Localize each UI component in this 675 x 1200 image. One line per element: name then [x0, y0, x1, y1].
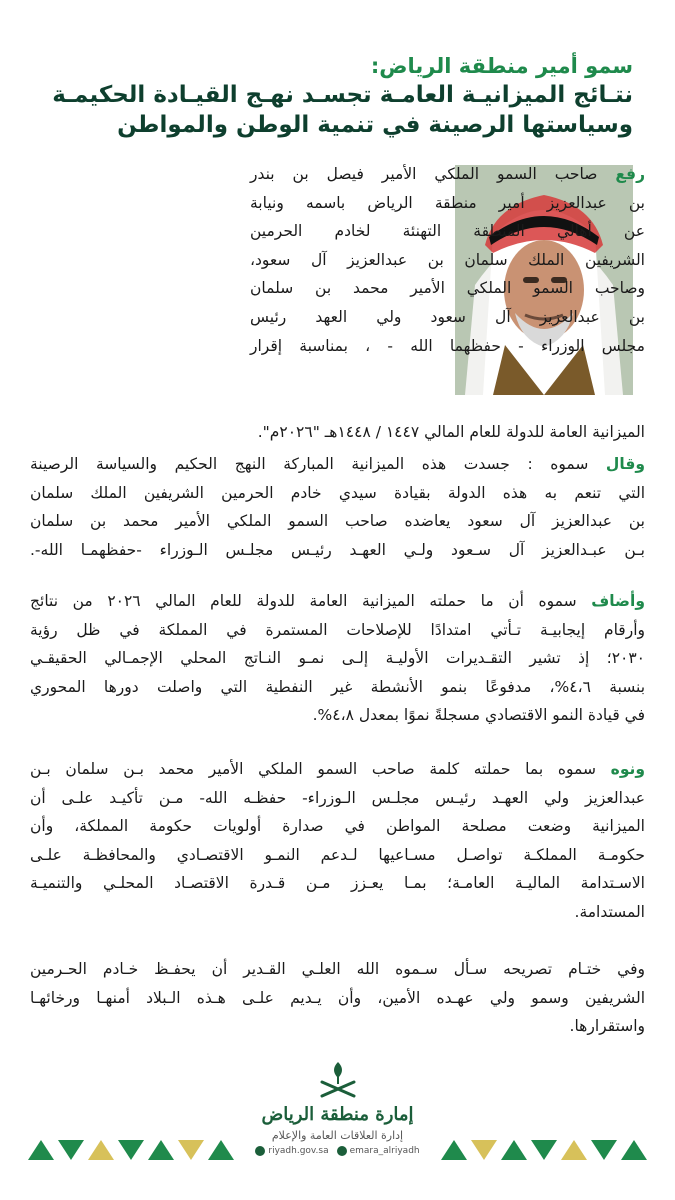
social-handle-link[interactable]: [337, 1146, 420, 1156]
intro-lead: رفع: [615, 165, 645, 183]
saudi-emblem-icon: [316, 1060, 360, 1100]
headline: [30, 52, 633, 140]
para4-line-3: الميزانية وضعت مصلحة المواطن في صدارة أولويات حكومة المملكة، وأن: [30, 817, 645, 836]
para3-line-5: في قيادة النمو الاقتصادي مسجلةً نموًا بمعدل ٤،٨%.: [312, 706, 645, 725]
intro-line-1: صاحب السمو الملكي الأمير فيصل بن بندر: [250, 165, 598, 183]
intro-paragraph-top: [250, 160, 645, 360]
para5-line-1: وفي ختـام تصريحه سـأل سـموه الله العلـي القـدير أن يحفـظ خـادم الحـرمين: [30, 960, 645, 978]
para2-line-1: سموه : جسدت هذه الميزانية المباركة النهج الحكيم والسياسة الرصينة: [30, 455, 589, 473]
intro-line-6: بن عبدالعزيز آل سعود ولي العهد رئيس: [250, 307, 645, 326]
para3-line-2: وأرقام إيجابيـة تـأتي امتدادًا للإصلاحات المستمرة في المملكة في ظل رؤية: [30, 620, 645, 639]
decor-triangle: [471, 1140, 497, 1160]
decor-triangles-left: [28, 1140, 234, 1180]
decor-triangle: [28, 1140, 54, 1160]
social-handle-text: emara_alriyadh: [349, 1146, 420, 1156]
paragraph-5: [30, 955, 645, 1041]
decor-triangles-right: [441, 1140, 647, 1180]
paragraph-2: [30, 450, 645, 564]
headline-title-line-2: وسياستها الرصينة في تنمية الوطن والمواطن: [117, 112, 633, 138]
para4-line-4: حكومـة المملكـة تواصـل مسـاعيها لـدعم النمـو الاقتصـادي والمحافظـة علـى: [30, 845, 645, 864]
para4-line-2: عبدالعزيز ولي العهـد رئيـس مجلـس الـوزراء- حفظـه الله- مـن تأكيـد علـى أن: [30, 788, 645, 807]
paragraph-4: [30, 755, 645, 927]
decor-triangle: [591, 1140, 617, 1160]
social-icons: [337, 1146, 347, 1156]
para4-line-5: الاسـتدامة الماليـة العامـة؛ بمـا يعـزز مـن قـدرة الاقتصـاد المحلـي والتنميـة: [30, 874, 645, 893]
footer-logo: [228, 1060, 448, 1156]
para4-line-6: المستدامة.: [574, 902, 645, 921]
para2-line-3: بن عبدالعزيز آل سعود يعاضده صاحب السمو الملكي الأمير محمد بن سلمان: [30, 512, 645, 531]
para3-lead: وأضاف: [591, 592, 645, 610]
footer-contacts: [228, 1146, 448, 1156]
para2-line-4: بـن عبـدالعزيز آل سـعود ولـي العهـد رئيـس مجلـس الـوزراء -حفظهمـا الله-.: [30, 540, 645, 559]
decor-triangle: [621, 1140, 647, 1160]
department-name: إمارة منطقة الرياض: [261, 1104, 414, 1125]
globe-icon: [255, 1146, 265, 1156]
intro-line-4: الشريفين الملك سلمان بن عبدالعزيز آل سعود،: [250, 250, 645, 269]
intro-line-3: عن أهالي المنطقة التهنئة لخادم الحرمين: [250, 222, 645, 241]
para3-line-1: سموه أن ما حملته الميزانية العامة للدولة للعام المالي ٢٠٢٦ من نتائج: [30, 592, 577, 610]
para5-line-3: واستقرارها.: [569, 1017, 645, 1036]
para3-line-3: ٢٠٣٠؛ إذ تشير التقـديرات الأوليـة إلـى نمـو النـاتج المحلي الإجمـالي الحقيقـي: [30, 649, 645, 668]
website-text: riyadh.gov.sa: [268, 1146, 329, 1156]
intro-line-5: وصاحب السمو الملكي الأمير محمد بن سلمان: [250, 279, 645, 298]
paragraph-3: [30, 587, 645, 730]
decor-triangle: [531, 1140, 557, 1160]
para2-line-2: التي تنعم به هذه الدولة بقيادة سيدي خادم الحرمين الشريفين الملك سلمان: [30, 483, 645, 502]
para5-line-2: الشريفين وسمو ولي عهـده الأمين، وأن يـديم علـى هـذه الـبلاد أمنهـا ورخائهـا: [30, 988, 645, 1007]
intro-paragraph-bottom: [30, 418, 645, 447]
decor-triangle: [88, 1140, 114, 1160]
para4-lead: ونوه: [610, 760, 645, 778]
decor-triangle: [58, 1140, 84, 1160]
decor-triangle: [118, 1140, 144, 1160]
para3-line-4: بنسبة ٤،٦%، مدفوعًا بنمو الأنشطة غير النفطية التي واصلت دورها المحوري: [30, 677, 646, 696]
intro-line-2: بن عبدالعزيز أمير منطقة الرياض باسمه ونيابة: [250, 193, 645, 212]
decor-triangle: [501, 1140, 527, 1160]
para4-line-1: سموه بما حملته كلمة صاحب السمو الملكي الأمير محمد بـن سلمان بـن: [30, 760, 596, 778]
department-subtitle: إدارة العلاقات العامة والإعلام: [271, 1129, 404, 1142]
intro-line-7: مجلس الوزراء - حفظهما الله - ، بمناسبة إقرار: [250, 336, 645, 355]
para2-lead: وقال: [605, 455, 645, 473]
decor-triangle: [178, 1140, 204, 1160]
headline-title-line-1: نتـائج الميزانيـة العامـة تجسـد نهـج القيـادة الحكيمـة: [52, 82, 633, 108]
decor-triangle: [561, 1140, 587, 1160]
headline-kicker: سمو أمير منطقة الرياض:: [370, 54, 633, 78]
website-link[interactable]: [255, 1146, 328, 1156]
decor-triangle: [148, 1140, 174, 1160]
intro-line-8: الميزانية العامة للدولة للعام المالي ١٤٤٧ / ١٤٤٨هـ "٢٠٢٦م".: [257, 423, 645, 441]
